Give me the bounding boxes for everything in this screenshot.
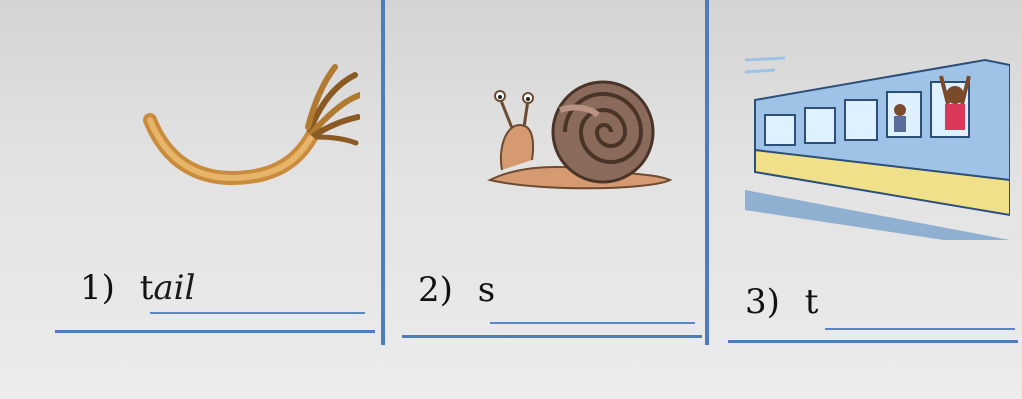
- tail-picture: [130, 60, 360, 210]
- baseline-2: [402, 335, 702, 338]
- baseline-1: [55, 330, 375, 333]
- exercise-1-prefix: t: [139, 268, 154, 308]
- exercise-1-label: [80, 268, 195, 308]
- exercise-2-write-line[interactable]: [490, 322, 695, 324]
- exercise-3-number: 3): [745, 282, 780, 322]
- exercise-3-label: [745, 282, 818, 322]
- train-picture: [745, 40, 1010, 240]
- exercise-3-write-line[interactable]: [825, 328, 1015, 330]
- baseline-3: [728, 340, 1018, 343]
- exercise-1-answer[interactable]: ail: [153, 268, 196, 308]
- exercise-1-write-line[interactable]: [150, 312, 365, 314]
- snail-picture: [480, 70, 680, 200]
- exercise-2-label: [418, 270, 495, 310]
- exercise-2-prefix: s: [477, 270, 496, 310]
- column-divider-1: [381, 0, 385, 345]
- column-divider-2: [705, 0, 709, 345]
- exercise-3-prefix: t: [804, 282, 819, 322]
- exercise-2-number: 2): [418, 270, 453, 310]
- exercise-1-number: 1): [80, 268, 115, 308]
